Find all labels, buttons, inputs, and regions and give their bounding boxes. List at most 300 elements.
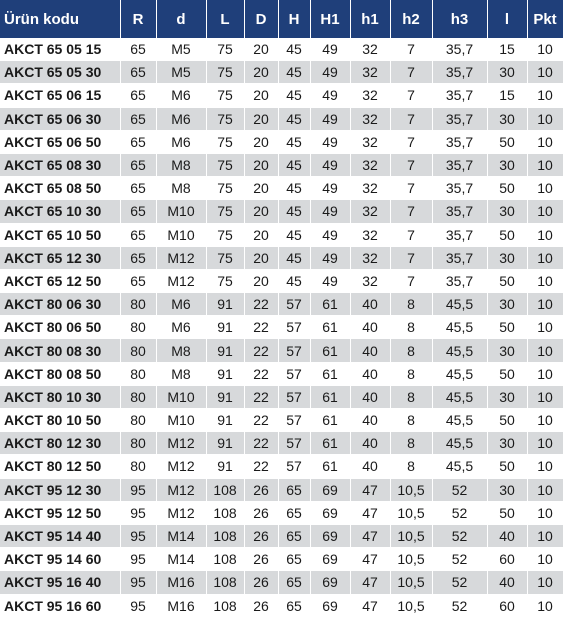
table-cell: 10 — [527, 293, 563, 316]
table-cell: 10,5 — [390, 478, 432, 501]
table-cell: 60 — [487, 594, 527, 617]
table-cell: 50 — [487, 362, 527, 385]
table-row — [0, 107, 563, 130]
table-cell: 47 — [350, 478, 390, 501]
table-cell: 10 — [527, 501, 563, 524]
column-header-8: h2 — [390, 0, 432, 38]
product-code-cell: AKCT 65 05 15 — [0, 38, 120, 61]
table-cell: M5 — [156, 38, 206, 61]
table-cell: 10,5 — [390, 524, 432, 547]
table-cell: 80 — [120, 385, 156, 408]
table-cell: 22 — [244, 293, 278, 316]
table-cell: 45 — [278, 153, 310, 176]
table-cell: 65 — [278, 478, 310, 501]
table-cell: 10 — [527, 84, 563, 107]
table-cell: 35,7 — [432, 61, 487, 84]
table-cell: 30 — [487, 246, 527, 269]
table-cell: 20 — [244, 107, 278, 130]
table-cell: 8 — [390, 339, 432, 362]
table-cell: 65 — [278, 594, 310, 617]
table-row — [0, 501, 563, 524]
table-row — [0, 246, 563, 269]
table-cell: 65 — [120, 130, 156, 153]
table-cell: 30 — [487, 61, 527, 84]
table-cell: 57 — [278, 455, 310, 478]
table-cell: 49 — [310, 177, 350, 200]
table-cell: 69 — [310, 501, 350, 524]
table-cell: 10,5 — [390, 594, 432, 617]
table-row — [0, 200, 563, 223]
table-cell: 52 — [432, 501, 487, 524]
table-cell: 52 — [432, 478, 487, 501]
table-cell: 65 — [120, 246, 156, 269]
table-header — [0, 0, 563, 38]
table-cell: 61 — [310, 409, 350, 432]
table-cell: 30 — [487, 385, 527, 408]
product-code-cell: AKCT 80 08 30 — [0, 339, 120, 362]
table-cell: 57 — [278, 432, 310, 455]
table-cell: 45,5 — [432, 316, 487, 339]
table-cell: 10 — [527, 385, 563, 408]
table-cell: 10 — [527, 107, 563, 130]
table-cell: 49 — [310, 107, 350, 130]
table-cell: 61 — [310, 455, 350, 478]
table-cell: 75 — [206, 61, 244, 84]
table-cell: 20 — [244, 269, 278, 292]
table-cell: 65 — [278, 501, 310, 524]
table-cell: 15 — [487, 38, 527, 61]
table-cell: 40 — [350, 362, 390, 385]
table-cell: 47 — [350, 548, 390, 571]
table-cell: 10 — [527, 38, 563, 61]
table-cell: 108 — [206, 478, 244, 501]
table-cell: 30 — [487, 293, 527, 316]
table-cell: 26 — [244, 571, 278, 594]
table-cell: 35,7 — [432, 84, 487, 107]
product-code-cell: AKCT 65 06 30 — [0, 107, 120, 130]
table-cell: 7 — [390, 38, 432, 61]
table-cell: 30 — [487, 432, 527, 455]
table-cell: 91 — [206, 409, 244, 432]
table-cell: 49 — [310, 200, 350, 223]
table-cell: 26 — [244, 478, 278, 501]
table-cell: 49 — [310, 223, 350, 246]
table-cell: 47 — [350, 594, 390, 617]
table-cell: 65 — [120, 107, 156, 130]
table-cell: 32 — [350, 200, 390, 223]
table-cell: M14 — [156, 548, 206, 571]
table-cell: 91 — [206, 362, 244, 385]
table-cell: 22 — [244, 385, 278, 408]
table-cell: 75 — [206, 269, 244, 292]
table-cell: M12 — [156, 246, 206, 269]
column-header-1: R — [120, 0, 156, 38]
table-cell: 7 — [390, 107, 432, 130]
table-cell: 30 — [487, 107, 527, 130]
table-cell: M14 — [156, 524, 206, 547]
table-cell: 10 — [527, 548, 563, 571]
table-cell: 69 — [310, 478, 350, 501]
table-cell: 47 — [350, 501, 390, 524]
table-cell: 57 — [278, 316, 310, 339]
table-cell: 40 — [350, 432, 390, 455]
table-cell: 32 — [350, 177, 390, 200]
table-cell: 32 — [350, 38, 390, 61]
table-cell: 8 — [390, 409, 432, 432]
table-cell: 80 — [120, 455, 156, 478]
table-cell: 8 — [390, 293, 432, 316]
table-cell: M8 — [156, 339, 206, 362]
table-cell: 49 — [310, 130, 350, 153]
table-row — [0, 385, 563, 408]
table-cell: 7 — [390, 223, 432, 246]
table-cell: 69 — [310, 594, 350, 617]
table-cell: 47 — [350, 524, 390, 547]
table-cell: 45 — [278, 200, 310, 223]
table-cell: 69 — [310, 548, 350, 571]
table-cell: 40 — [350, 455, 390, 478]
table-cell: 45 — [278, 223, 310, 246]
table-cell: 60 — [487, 548, 527, 571]
product-code-cell: AKCT 65 08 50 — [0, 177, 120, 200]
table-cell: 40 — [350, 316, 390, 339]
table-cell: 80 — [120, 409, 156, 432]
table-cell: 40 — [487, 524, 527, 547]
table-cell: 57 — [278, 385, 310, 408]
table-cell: 49 — [310, 153, 350, 176]
table-cell: 50 — [487, 501, 527, 524]
table-cell: 91 — [206, 432, 244, 455]
product-code-cell: AKCT 65 06 15 — [0, 84, 120, 107]
table-cell: 10 — [527, 478, 563, 501]
table-cell: 7 — [390, 153, 432, 176]
table-row — [0, 130, 563, 153]
table-cell: 40 — [350, 339, 390, 362]
table-cell: 40 — [487, 571, 527, 594]
table-cell: 40 — [350, 385, 390, 408]
product-code-cell: AKCT 95 12 30 — [0, 478, 120, 501]
table-cell: M12 — [156, 269, 206, 292]
table-cell: M10 — [156, 385, 206, 408]
product-code-cell: AKCT 95 16 40 — [0, 571, 120, 594]
table-cell: 45 — [278, 84, 310, 107]
table-cell: 22 — [244, 316, 278, 339]
table-cell: 35,7 — [432, 38, 487, 61]
table-cell: 75 — [206, 153, 244, 176]
table-cell: M10 — [156, 409, 206, 432]
table-cell: 35,7 — [432, 107, 487, 130]
table-cell: 61 — [310, 385, 350, 408]
table-cell: 45 — [278, 38, 310, 61]
table-cell: 65 — [120, 84, 156, 107]
table-row — [0, 153, 563, 176]
table-cell: 65 — [120, 200, 156, 223]
table-cell: 8 — [390, 362, 432, 385]
table-cell: 69 — [310, 524, 350, 547]
table-row — [0, 432, 563, 455]
table-cell: 10 — [527, 223, 563, 246]
table-row — [0, 455, 563, 478]
table-cell: 32 — [350, 107, 390, 130]
product-code-cell: AKCT 95 12 50 — [0, 501, 120, 524]
table-cell: 91 — [206, 293, 244, 316]
table-cell: 45,5 — [432, 455, 487, 478]
product-code-cell: AKCT 65 05 30 — [0, 61, 120, 84]
table-cell: 65 — [278, 524, 310, 547]
table-cell: 52 — [432, 594, 487, 617]
table-row — [0, 339, 563, 362]
product-code-cell: AKCT 65 08 30 — [0, 153, 120, 176]
table-cell: 45 — [278, 130, 310, 153]
table-cell: 50 — [487, 409, 527, 432]
table-cell: 22 — [244, 455, 278, 478]
product-code-cell: AKCT 80 06 30 — [0, 293, 120, 316]
table-cell: 8 — [390, 385, 432, 408]
table-cell: M12 — [156, 455, 206, 478]
table-cell: 7 — [390, 84, 432, 107]
table-cell: 30 — [487, 339, 527, 362]
table-cell: 20 — [244, 84, 278, 107]
table-cell: 49 — [310, 269, 350, 292]
table-cell: 22 — [244, 432, 278, 455]
table-cell: 57 — [278, 409, 310, 432]
table-cell: 49 — [310, 38, 350, 61]
table-cell: 10 — [527, 455, 563, 478]
table-cell: 35,7 — [432, 269, 487, 292]
table-cell: 7 — [390, 269, 432, 292]
table-cell: 35,7 — [432, 200, 487, 223]
table-cell: 75 — [206, 38, 244, 61]
table-cell: 30 — [487, 200, 527, 223]
table-cell: 20 — [244, 246, 278, 269]
table-cell: 26 — [244, 594, 278, 617]
table-cell: 65 — [120, 61, 156, 84]
product-code-cell: AKCT 95 14 60 — [0, 548, 120, 571]
table-cell: 20 — [244, 200, 278, 223]
table-cell: 45,5 — [432, 362, 487, 385]
table-cell: 32 — [350, 84, 390, 107]
table-cell: 75 — [206, 177, 244, 200]
table-cell: 40 — [350, 409, 390, 432]
table-cell: 32 — [350, 130, 390, 153]
table-cell: 26 — [244, 501, 278, 524]
table-body — [0, 38, 563, 617]
product-code-cell: AKCT 80 08 50 — [0, 362, 120, 385]
table-cell: 57 — [278, 293, 310, 316]
table-cell: 61 — [310, 362, 350, 385]
product-code-cell: AKCT 95 14 40 — [0, 524, 120, 547]
table-cell: 10 — [527, 130, 563, 153]
table-cell: 45 — [278, 107, 310, 130]
table-cell: 95 — [120, 594, 156, 617]
column-header-2: d — [156, 0, 206, 38]
table-cell: M8 — [156, 362, 206, 385]
table-cell: 10 — [527, 177, 563, 200]
table-cell: 7 — [390, 130, 432, 153]
table-cell: M8 — [156, 153, 206, 176]
table-cell: 32 — [350, 153, 390, 176]
table-cell: 80 — [120, 293, 156, 316]
table-cell: 10,5 — [390, 548, 432, 571]
table-row — [0, 293, 563, 316]
table-cell: 95 — [120, 478, 156, 501]
table-cell: M6 — [156, 107, 206, 130]
product-code-cell: AKCT 65 06 50 — [0, 130, 120, 153]
table-cell: 50 — [487, 269, 527, 292]
table-row — [0, 524, 563, 547]
table-cell: 61 — [310, 316, 350, 339]
table-cell: 32 — [350, 246, 390, 269]
column-header-0: Ürün kodu — [0, 0, 120, 38]
table-row — [0, 571, 563, 594]
table-cell: 80 — [120, 316, 156, 339]
column-header-6: H1 — [310, 0, 350, 38]
table-cell: 45,5 — [432, 339, 487, 362]
table-row — [0, 594, 563, 617]
table-cell: 10 — [527, 524, 563, 547]
table-cell: 108 — [206, 548, 244, 571]
product-code-cell: AKCT 80 10 30 — [0, 385, 120, 408]
table-cell: M10 — [156, 200, 206, 223]
table-cell: 20 — [244, 130, 278, 153]
table-cell: M12 — [156, 432, 206, 455]
table-cell: M8 — [156, 177, 206, 200]
table-cell: 20 — [244, 61, 278, 84]
table-cell: M6 — [156, 316, 206, 339]
table-cell: 49 — [310, 246, 350, 269]
table-cell: 80 — [120, 362, 156, 385]
table-cell: 7 — [390, 61, 432, 84]
table-cell: 10,5 — [390, 571, 432, 594]
table-row — [0, 38, 563, 61]
header-row — [0, 0, 563, 38]
table-cell: M16 — [156, 594, 206, 617]
table-cell: 65 — [120, 38, 156, 61]
table-cell: 10 — [527, 200, 563, 223]
table-cell: 75 — [206, 130, 244, 153]
table-cell: 20 — [244, 153, 278, 176]
table-cell: 52 — [432, 571, 487, 594]
column-header-10: l — [487, 0, 527, 38]
table-cell: 7 — [390, 177, 432, 200]
table-cell: 10 — [527, 362, 563, 385]
table-cell: 50 — [487, 316, 527, 339]
table-cell: 10 — [527, 316, 563, 339]
table-cell: 50 — [487, 130, 527, 153]
table-cell: M10 — [156, 223, 206, 246]
table-cell: M6 — [156, 293, 206, 316]
table-cell: 10 — [527, 61, 563, 84]
table-cell: 32 — [350, 269, 390, 292]
table-cell: 75 — [206, 200, 244, 223]
table-cell: 75 — [206, 246, 244, 269]
column-header-4: D — [244, 0, 278, 38]
product-code-cell: AKCT 65 12 50 — [0, 269, 120, 292]
table-cell: 95 — [120, 501, 156, 524]
column-header-7: h1 — [350, 0, 390, 38]
table-cell: 95 — [120, 524, 156, 547]
table-row — [0, 269, 563, 292]
product-code-cell: AKCT 80 12 50 — [0, 455, 120, 478]
table-cell: 22 — [244, 362, 278, 385]
table-cell: M6 — [156, 84, 206, 107]
table-row — [0, 409, 563, 432]
table-cell: 7 — [390, 246, 432, 269]
table-cell: 49 — [310, 84, 350, 107]
table-cell: 108 — [206, 501, 244, 524]
table-cell: 8 — [390, 432, 432, 455]
table-cell: 45,5 — [432, 385, 487, 408]
table-cell: 10 — [527, 246, 563, 269]
table-cell: 10 — [527, 339, 563, 362]
table-cell: 10 — [527, 269, 563, 292]
table-cell: 69 — [310, 571, 350, 594]
product-code-cell: AKCT 80 10 50 — [0, 409, 120, 432]
product-code-cell: AKCT 95 16 60 — [0, 594, 120, 617]
table-cell: 32 — [350, 223, 390, 246]
table-cell: 95 — [120, 548, 156, 571]
table-cell: 65 — [278, 548, 310, 571]
table-cell: 35,7 — [432, 153, 487, 176]
table-cell: M16 — [156, 571, 206, 594]
product-code-cell: AKCT 80 12 30 — [0, 432, 120, 455]
table-cell: 30 — [487, 478, 527, 501]
table-cell: 65 — [278, 571, 310, 594]
table-row — [0, 223, 563, 246]
table-cell: 45,5 — [432, 432, 487, 455]
table-cell: 30 — [487, 153, 527, 176]
table-cell: 57 — [278, 339, 310, 362]
table-cell: 10 — [527, 432, 563, 455]
table-cell: 57 — [278, 362, 310, 385]
table-cell: 50 — [487, 223, 527, 246]
table-cell: 61 — [310, 339, 350, 362]
table-cell: 35,7 — [432, 130, 487, 153]
table-cell: 40 — [350, 293, 390, 316]
table-cell: 108 — [206, 571, 244, 594]
table-cell: 75 — [206, 107, 244, 130]
table-cell: 22 — [244, 409, 278, 432]
column-header-5: H — [278, 0, 310, 38]
table-cell: 8 — [390, 455, 432, 478]
table-cell: 50 — [487, 177, 527, 200]
table-cell: 52 — [432, 548, 487, 571]
product-code-cell: AKCT 65 10 50 — [0, 223, 120, 246]
column-header-11: Pkt — [527, 0, 563, 38]
table-row — [0, 478, 563, 501]
table-cell: 80 — [120, 339, 156, 362]
table-cell: M12 — [156, 478, 206, 501]
table-cell: 47 — [350, 571, 390, 594]
table-row — [0, 84, 563, 107]
table-cell: 35,7 — [432, 246, 487, 269]
table-cell: 91 — [206, 339, 244, 362]
table-cell: 91 — [206, 455, 244, 478]
table-row — [0, 177, 563, 200]
table-cell: 45 — [278, 61, 310, 84]
table-cell: 75 — [206, 223, 244, 246]
table-cell: 32 — [350, 61, 390, 84]
table-cell: M5 — [156, 61, 206, 84]
table-cell: 91 — [206, 385, 244, 408]
table-cell: 35,7 — [432, 223, 487, 246]
table-cell: 20 — [244, 223, 278, 246]
table-cell: 10,5 — [390, 501, 432, 524]
table-cell: M12 — [156, 501, 206, 524]
table-cell: M6 — [156, 130, 206, 153]
product-code-cell: AKCT 65 10 30 — [0, 200, 120, 223]
product-code-cell: AKCT 80 06 50 — [0, 316, 120, 339]
